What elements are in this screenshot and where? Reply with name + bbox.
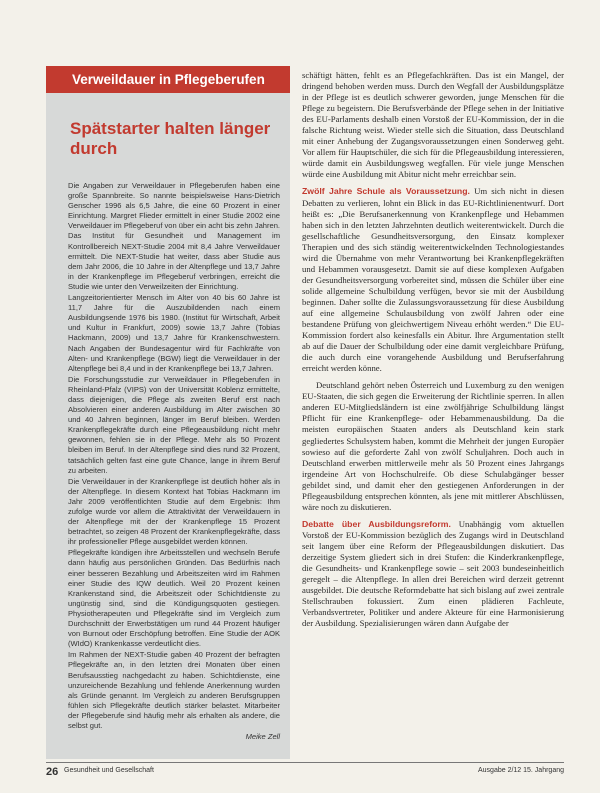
page-number: 26 [46,766,59,778]
paragraph-text: Unabhängig vom aktuellen Vorstoß der EU-Kommission bezüglich des Zugangs wird in Deutschland seit langem über eine Reform der Pflegeausbildungen diskutiert. Das derzeitige System gliedert sich in drei Stufen: die Kinderkrankenpflege, die Gesundheits- und Krankenpflege sowie – seit 2003 bundeseinheitlich geregelt – die Altenpflege. In allen drei Bereichen wird derzeit getrennt ausgebildet. Die deutsche Reformdebatte hat sich bislang auf zwei zentrale Stellschrauben fokussiert. Zum einen plädieren Fachleute, Verbandsvertreter, Politiker und andere Akteure für eine Harmonisierung der Ausbildung. Spezialisierungen wären dann Aufgabe der [302,518,564,629]
sidebar-paragraph: Die Forschungsstudie zur Verweildauer in Pflegeberufen in Rheinland-Pfalz (VIPS) von der Universität Koblenz ermittelte, dass diejenigen, die Pflege als zweiten Beruf erst nach Absolvieren einer anderen Ausbildung im Alter zwischen 30 und 40 Jahren beginnen, länger im Beruf bleiben. Werden Krankenpflegekräfte durch eine Pflegeausbildung nicht mehr gewonnen, fehlen sie in der Pflege. Mehr als 50 Prozent bleiben im Beruf. In der Altenpflege sind dies rund 32 Prozent, tatsächlich gelten fast eine gute Chance, lange in ihrem Beruf zu arbeiten. [68,374,280,475]
sidebar-box [46,66,290,759]
sidebar-header: Verweildauer in Pflegeberufen [46,66,290,93]
sidebar-paragraph: Die Verweildauer in der Krankenpflege ist deutlich höher als in der Altenpflege. In diesem Kontext hat Tobias Hackmann im Jahr 2009 veröffentlichten Studie auf dem Ergebnis: Ihm zufolge wurde vor allem die Attraktivität der Verweildauern in der Altenpflege mit der der Krankenpflege 15 Prozent betrachtet, so zeigen 48 Prozent der Krankenpflegekräfte, dass ihr professioneller Pflege ausgebildet werden können. [68,476,280,547]
sidebar-body [46,169,290,742]
sidebar-paragraph: Im Rahmen der NEXT-Studie gaben 40 Prozent der befragten Pflegekräfte an, in den letzten drei Monaten über einen Berufsausstieg nachgedacht zu haben. Schichtdienste, eine unzureichende Bezahlung und fehlende Anerkennung wurden als Gründe genannt. Im Vergleich zu anderen Berufsgruppen fühlen sich Pflegekräfte deutlich stärker belastet. Mitarbeiter der Pflegeberufe sind häufig mehr als erhalten als andere, die selbst gut. [68,650,280,730]
sidebar-author: Meike Zell [245,732,280,742]
issue-info: Ausgabe 2/12 15. Jahrgang [477,767,564,774]
sidebar-paragraph: Pflegekräfte kündigen ihre Arbeitsstellen und wechseln Berufe dann häufig aus persönlichen Gründen. Das Bedürfnis nach einer besseren Bezahlung und Arbeitszeiten wird im Rahmen einer Studie des IQW deutlich. Weil 20 Prozent keinen Krankenstand sind, die Arbeitszeit oder Schichtdienste zu ungünstig sind, sind die Kündigungsquoten gestiegen. Physiotherapeuten und Pflegekräfte sind im Vergleich zum Durchschnitt der Erwerbstätigen um rund 44 Prozent häufiger von Burnout oder Erschöpfung betroffen. Eine Studie der AOK (WIdO) Krankenkasse verdeutlicht dies. [68,548,280,649]
subheading: Zwölf Jahre Schule als Voraussetzung. [302,186,470,197]
main-paragraph: schäftigt hätten, fehlt es an Pflegefachkräften. Das ist ein Mangel, der dringend behoben werden muss. Durch den Wegfall der Ausbildungsplätze in der Pflege ist es deutlich schwerer geworden, junge Menschen für die Pflege zu begeistern. Die Berufsverbände der Pflege sehen in der Initiative des EU-Parlaments deshalb einen Vorstoß der EU-Kommission, der in die falsche Richtung weist. Wieder stelle sich die Situation, dass Deutschland mit einer Anhebung der Zugangsvoraussetzungen einen Sonderweg geht. Vor allem für Hauptschüler, die sich für die Pflegeausbildung interessieren, würde damit ein Ausbildungsweg wegfallen. Für viele junge Menschen würde eine Ausbildung mit Abitur nicht mehr erreichbar sein. [302,70,564,180]
sidebar-paragraph: Langzeitorientierter Mensch im Alter von 40 bis 60 Jahre ist 11,7 Jahre für die Auszubildenden nach einem Ausbildungsende 1976 bis 1980. (Institut für Wirtschaft, Arbeit und Kultur in Frankfurt, 2009) sowie 13,7 Jahre (Tobias Hackmann, 2009) und 13,7 Jahre für Krankenschwestern. Nach Angaben der Bundesagentur wird für Fachkräfte von Alten- und Krankenpflege (BGW) liegt die Verweildauer in der Altenpflege bei 8,4 und in der Krankenpflege bei 13,7 Jahren. [68,293,280,373]
paragraph-text: Um sich nicht in diesen Debatten zu verlieren, lohnt ein Blick in das EU-Richtlinienentwurf. Dort heißt es: „Die Berufsanerkennung von Krankenpflege und Hebammen haben sich in den letzten Jahrzehnten deutlich weiterentwickelt. Durch die gesellschaftliche Gesundheitsversorgung, den Einsatz komplexer Therapien und des sich ständig weiterentwickelnden Technologiestandes wird die Übernahme von mehr Verantwortung bei Krankenpflegekräften und Hebammen vorausgesetzt. Damit sie auf diese komplexen Aufgaben der Gesundheitsversorgung vorbereitet sind, müssen die Schüler über eine solide allgemeine Schulbildung verfügen, bevor sie mit der Ausbildung beginnen. Daher sollte die Zulassungsvoraussetzung für diese Ausbildung auf eine allgemeine Schulausbildung von zwölf Jahren oder eine bestandene Prüfung von gleichwertigem Niveau erhöht werden.“ Die EU-Kommission fordert also keinesfalls ein Abitur. Ihre Argumentation stellt ab auf die Dauer der Schulbildung oder eine damit vergleichbare Prüfung, die auch durch eine vorangehende Ausbildung und Berufserfahrung erreicht werden könne. [302,186,564,374]
main-column [302,70,564,755]
main-paragraph [302,519,564,629]
main-paragraph: Deutschland gehört neben Österreich und Luxemburg zu den wenigen EU-Staaten, die sich gegen die Erweiterung der Richtlinie sperren. In allen anderen EU-Mitgliedsländern ist eine zwölfjährige Schulbildung längst Pflicht für eine Krankenpflege- oder Hebammenausbildung. Da die meisten europäischen Staaten anders als Deutschland kein stark gegliedertes Schulsystem haben, kommt die Mehrheit der jungen Europäer sowieso auf die geforderte Zahl von zwölf Schuljahren. Doch auch in Deutschland erwerben mittlerweile mehr als 50 Prozent eines Jahrgangs irgendeine Art von Hochschulreife. Ob diese Schulabgänger besser gebildet sind, und damit eher den gestiegenen Anforderungen in der Pflegeausbildung entsprechen könnten, als jene mit mittlerer Abschlüssen, wäre noch zu diskutieren. [302,380,564,512]
main-paragraph [302,186,564,374]
section-name: Gesundheit und Gesellschaft [64,767,154,774]
subheading: Debatte über Ausbildungsreform. [302,518,451,529]
page-footer [46,762,564,778]
sidebar-paragraph: Die Angaben zur Verweildauer in Pflegeberufen haben eine große Spannbreite. So nannte beispielsweise Hans-Dietrich Genscher 1996 als 6,5 Jahre, die eine 60 Prozent in einer Einrichtung. Margret Flieder ermittelt in einer Studie 2002 eine Verweildauer im Pflegeberuf von über ein acht bis zehn Jahren. Das Institut für Gesundheit und Management im Kontrollbereich NEXT-Studie 2004 mit 8,4 Jahre Verweildauer ermittelt. Die NEXT-Studie hat weiter, dass aber Studie aus dem Jahr 2006, die 10 Jahre in der Altenpflege und 13,7 Jahre in der Krankenpflege im Pflegeberuf verbringen, erreicht die Studie wie unter den Verweilzeiten der Einrichtung. [68,181,280,291]
sidebar-title: Spätstarter halten länger durch [70,119,271,158]
